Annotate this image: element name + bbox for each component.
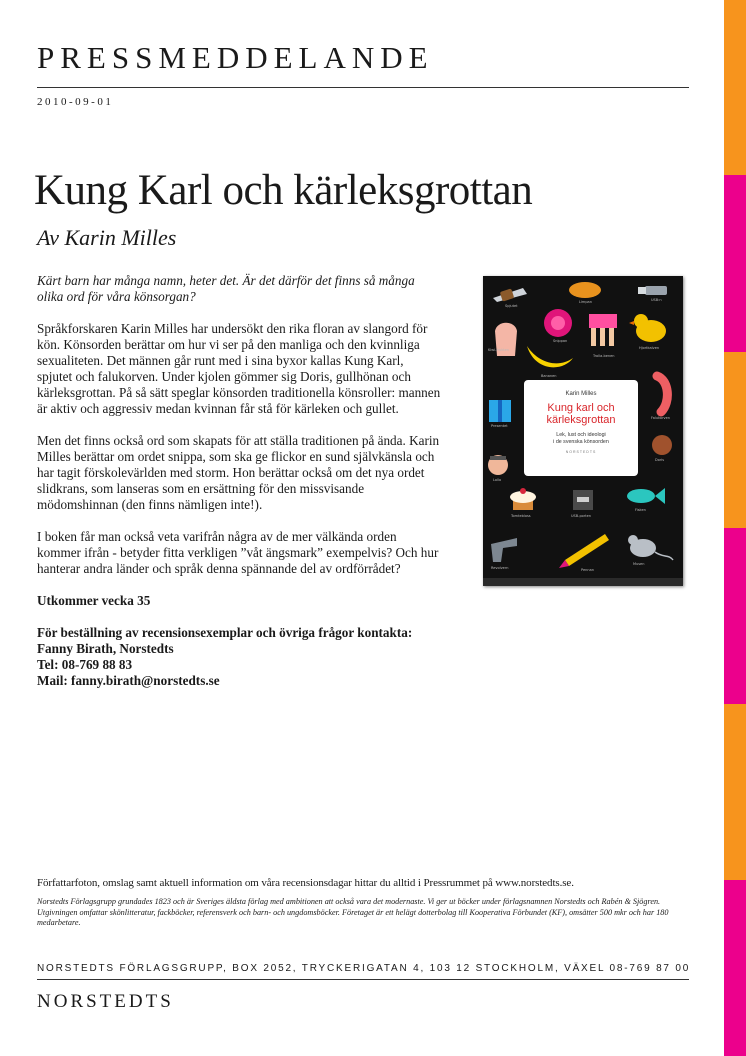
legs-icon (589, 314, 617, 346)
article-paragraph: Språkforskaren Karin Milles har undersökt den rika floran av slangord för kön. Könsorden berättar om hur vi ser på den manliga och den kvinnliga sexualiteten. Det männen går runt med i sina byxor kallas Kung Karl, spjutet och falukorven. Under kjolen gömmer sig Doris, gullhönan och kärleksgrottan. På så sätt speglar könsorden traditionella könsroller: mannen är aktiv och aggressiv medan kvinnan får stå för kärleken och gullet. (37, 321, 441, 416)
article-byline: Av Karin Milles (37, 225, 177, 250)
cover-title-card (524, 380, 638, 476)
cover-label: Kiwi-frukten (488, 348, 510, 352)
pencil-icon (559, 534, 609, 568)
book-cover-image (483, 276, 683, 586)
contact-block (37, 625, 441, 689)
contact-name: Fanny Birath, Norstedts (37, 641, 174, 656)
article-lead: Kärt barn har många namn, heter det. Är det därför det finns så många olika ord för våra könsorgan? (37, 273, 415, 304)
usb-port-icon (573, 490, 593, 510)
stripe-magenta (724, 528, 746, 704)
article-paragraph: I boken får man också veta varifrån några av de mer välkända orden kommer ifrån - betyder fitta verkligen ”våt ängsmark” exempelvis? Och hur hanterar andra länder och språk denna spännande del av ordförrådet? (37, 529, 439, 576)
cover-label: Falukorven (651, 416, 670, 420)
cover-label: USB-porten (571, 514, 591, 518)
contact-heading: För beställning av recensionsexemplar och övriga frågor kontakta: (37, 625, 413, 640)
cover-label: Revolvern (491, 566, 509, 570)
contact-mail[interactable]: Mail: fanny.birath@norstedts.se (37, 673, 220, 688)
fish-icon (627, 488, 665, 504)
contact-phone: Tel: 08-769 88 83 (37, 657, 133, 672)
cover-subtitle-line: i de svenska könsorden (553, 439, 609, 445)
footer-address: NORSTEDTS FÖRLAGSGRUPP, BOX 2052, TRYCKERIGATAN 4, 103 12 STOCKHOLM, VÄXEL 08-769 87 00 (37, 963, 691, 974)
cover-label: USB:n (651, 298, 662, 302)
cover-subtitle-line: Lek, lust och ideologi (556, 432, 606, 438)
bread-icon (569, 282, 601, 298)
article-body (37, 273, 441, 689)
cover-label: Pennan (581, 568, 594, 572)
mouse-icon (628, 535, 673, 560)
cover-label: Hjortkalven (639, 346, 660, 350)
press-date: 2010-09-01 (37, 96, 114, 108)
book-spine-shadow (483, 578, 683, 586)
release-info: Utkommer vecka 35 (37, 593, 151, 608)
stripe-magenta (724, 175, 746, 352)
usb-stick-icon (638, 286, 667, 295)
norstedts-logo: NORSTEDTS (37, 991, 174, 1012)
article-title: Kung Karl och kärleksgrottan (34, 167, 533, 214)
revolver-icon (491, 538, 517, 562)
stripe-orange (724, 0, 746, 175)
header-divider (37, 87, 689, 88)
stripe-orange (724, 704, 746, 880)
gift-icon (489, 400, 511, 422)
cover-label: Lollo (493, 478, 502, 482)
cover-label: Fisken (635, 508, 646, 512)
footer-company-info: Norstedts Förlagsgrupp grundades 1823 och är Sveriges äldsta förlag med ambitionen att också vara det modernaste. Vi ger ut böcker under förlagsnamnen Norstedts och Rabén & Sjögren. Utgivningen omfattar skönlitteratur, fackböcker, referensverk och barn- och ungdomsböcker. Företaget är ett helägt dotterbolag till Kooperativa Förbundet (KF), omsätter 500 mkr och har 180 medarbetare. (37, 897, 669, 927)
face-icon (652, 435, 672, 455)
knife-icon (493, 288, 527, 302)
cover-title (524, 402, 638, 426)
cover-label: Trolla-benen (593, 354, 615, 358)
sausage-icon (657, 376, 667, 412)
cover-publisher: NORSTEDTS (565, 450, 597, 454)
cover-label: Spjutet (505, 304, 518, 308)
cover-label: Musen (633, 562, 645, 566)
cover-title-line: kärleksgrottan (546, 414, 616, 426)
footer-divider (37, 979, 689, 980)
stripe-magenta (724, 880, 746, 1056)
bird-icon (629, 314, 666, 342)
cover-label: Snippan (553, 339, 568, 343)
article-paragraph: Men det finns också ord som skapats för att ställa traditionen på ända. Karin Milles berättar om ordet snippa, som ska ge flickor en sund självkänsla och har tagit förskolevärlden med storm. Hon berättar också om det nya ordet slidkrans, som lanseras som en ersättning för den missvisande mödomshinnan (den finns nämligen inte!). (37, 433, 440, 512)
cupcake-icon (510, 488, 536, 510)
cover-label: Doris (655, 458, 665, 462)
banana-icon (527, 346, 573, 367)
cover-title-line: Kung karl och (547, 402, 615, 414)
footer-note: Författarfoton, omslag samt aktuell information om våra recensionsdagar hittar du alltid i Pressrummet på www.norstedts.se. (37, 877, 574, 889)
cover-author: Karin Milles (565, 391, 597, 397)
cover-label: Tomtebloss (511, 514, 531, 518)
stripe-orange (724, 352, 746, 528)
rose-center-icon (551, 316, 565, 330)
cover-label: Limpan (579, 300, 592, 304)
page-header-title: PRESSMEDDELANDE (37, 40, 434, 75)
cover-label: Bananen (541, 374, 557, 378)
cover-subtitle (524, 432, 638, 446)
cover-label: Presentet (491, 424, 508, 428)
hair-icon (490, 456, 506, 460)
